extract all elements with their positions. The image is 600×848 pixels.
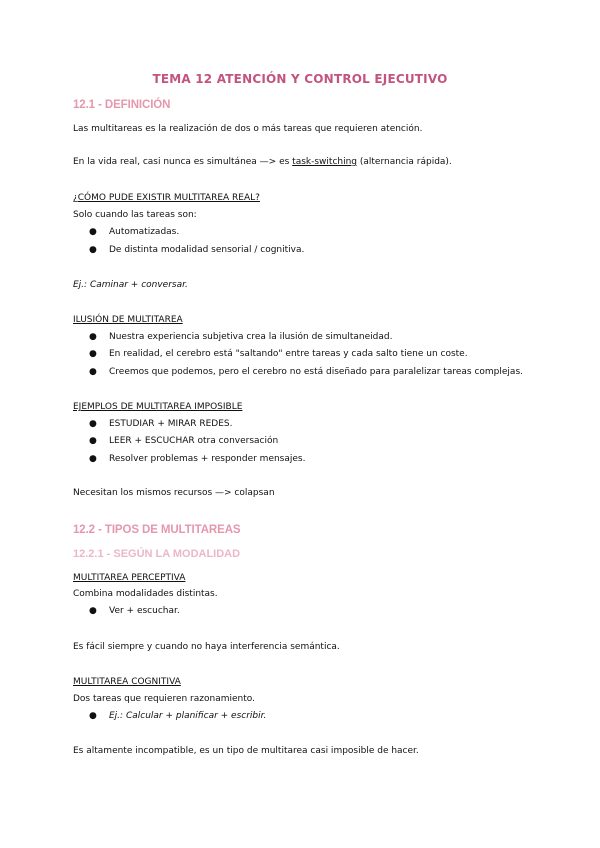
bullet-icon: ● (89, 454, 97, 464)
real-multitask-intro: Solo cuando las tareas son: (73, 210, 197, 220)
list-item: ● De distinta modalidad sensorial / cognitiva. (89, 245, 305, 255)
subsection-heading-modalidad: 12.2.1 - SEGÚN LA MODALIDAD (73, 548, 241, 560)
impossible-heading: EJEMPLOS DE MULTITAREA IMPOSIBLE (73, 402, 243, 412)
perceptive-note: Es fácil siempre y cuando no haya interferencia semántica. (73, 642, 340, 652)
task-switching-term: task-switching (292, 157, 358, 167)
bullet-icon: ● (89, 227, 97, 237)
list-item: ● Ej.: Calcular + planificar + escribir. (89, 711, 267, 721)
conclusion-text: Necesitan los mismos recursos —> colapsan (73, 488, 275, 498)
section-heading-tipos: 12.2 - TIPOS DE MULTITAREAS (73, 524, 241, 536)
cognitive-note: Es altamente incompatible, es un tipo de multitarea casi imposible de hacer. (73, 746, 419, 756)
perceptive-heading: MULTITAREA PERCEPTIVA (73, 573, 186, 583)
bullet-icon: ● (89, 245, 97, 255)
definition-paragraph: Las multitareas es la realización de dos o más tareas que requieren atención. (73, 124, 423, 134)
real-multitask-heading: ¿CÓMO PUDE EXISTIR MULTITAREA REAL? (73, 193, 260, 203)
document-title: TEMA 12 ATENCIÓN Y CONTROL EJECUTIVO (152, 72, 448, 86)
bullet-icon: ● (89, 367, 97, 377)
list-item: ● ESTUDIAR + MIRAR REDES. (89, 419, 233, 429)
bullet-icon: ● (89, 711, 97, 721)
list-item: ● En realidad, el cerebro está "saltando" entre tareas y cada salto tiene un coste. (89, 349, 468, 359)
bullet-icon: ● (89, 332, 97, 342)
list-item: ● LEER + ESCUCHAR otra conversación (89, 436, 279, 446)
task-switching-post: (alternancia rápida). (357, 157, 452, 167)
list-item: ● Automatizadas. (89, 227, 180, 237)
bullet-icon: ● (89, 606, 97, 616)
task-switching-pre: En la vida real, casi nunca es simultánea —> es (73, 157, 293, 167)
bullet-icon: ● (89, 349, 97, 359)
section-heading-definicion: 12.1 - DEFINICIÓN (73, 99, 171, 111)
perceptive-intro: Combina modalidades distintas. (73, 589, 218, 599)
cognitive-intro: Dos tareas que requieren razonamiento. (73, 694, 255, 704)
task-switching-paragraph (73, 156, 452, 168)
list-item: ● Nuestra experiencia subjetiva crea la ilusión de simultaneidad. (89, 332, 393, 342)
bullet-icon: ● (89, 436, 97, 446)
list-item: ● Ver + escuchar. (89, 606, 180, 616)
list-item: ● Resolver problemas + responder mensajes. (89, 454, 306, 464)
illusion-heading: ILUSIÓN DE MULTITAREA (73, 315, 183, 325)
bullet-icon: ● (89, 419, 97, 429)
example-text: Ej.: Caminar + conversar. (73, 280, 188, 290)
cognitive-heading: MULTITAREA COGNITIVA (73, 677, 181, 687)
list-item: ● Creemos que podemos, pero el cerebro no está diseñado para paralelizar tareas complejas. (89, 367, 523, 377)
